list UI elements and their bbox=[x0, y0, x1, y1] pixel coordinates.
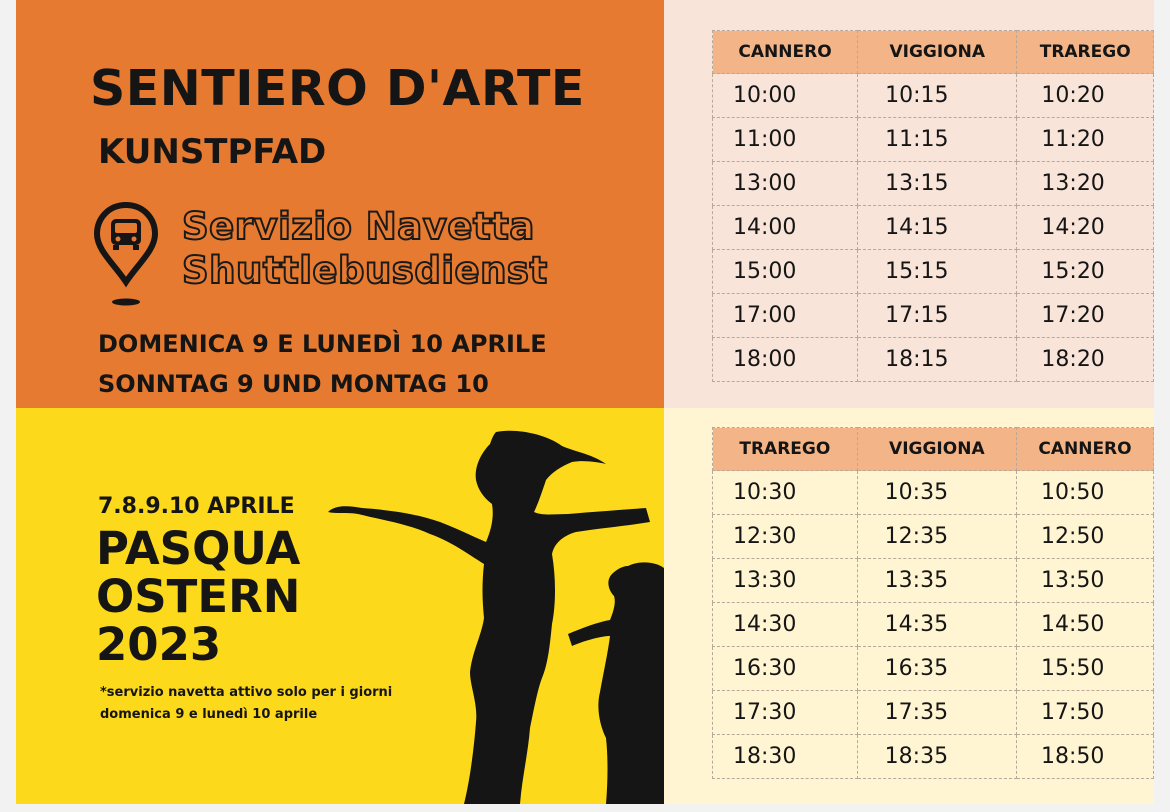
shuttle-line-it: Servizio Navetta bbox=[182, 205, 535, 248]
time-cell: 14:15 bbox=[858, 206, 1017, 250]
time-cell: 13:35 bbox=[857, 559, 1016, 603]
table-row bbox=[713, 559, 1154, 603]
time-cell: 16:35 bbox=[857, 647, 1016, 691]
dates-italian: DOMENICA 9 E LUNEDÌ 10 APRILE bbox=[98, 330, 547, 358]
time-cell: 14:30 bbox=[713, 603, 858, 647]
poster-title: SENTIERO D'ARTE bbox=[90, 60, 585, 117]
shuttle-note bbox=[100, 682, 392, 726]
table-row bbox=[713, 162, 1154, 206]
time-cell: 15:00 bbox=[713, 250, 858, 294]
time-cell: 12:35 bbox=[857, 515, 1016, 559]
time-cell: 17:35 bbox=[857, 691, 1016, 735]
timetable-header-row bbox=[713, 31, 1154, 74]
time-cell: 17:50 bbox=[1016, 691, 1153, 735]
time-cell: 18:00 bbox=[713, 338, 858, 382]
table-row bbox=[713, 735, 1154, 779]
time-cell: 13:15 bbox=[858, 162, 1017, 206]
time-cell: 13:00 bbox=[713, 162, 858, 206]
poster-subtitle: KUNSTPFAD bbox=[98, 132, 327, 172]
time-cell: 15:50 bbox=[1016, 647, 1153, 691]
column-header: TRAREGO bbox=[1017, 31, 1154, 74]
easter-german: OSTERN bbox=[96, 570, 301, 623]
bus-location-pin-icon bbox=[94, 202, 158, 306]
time-cell: 17:20 bbox=[1017, 294, 1154, 338]
time-cell: 10:20 bbox=[1017, 74, 1154, 118]
time-cell: 18:30 bbox=[713, 735, 858, 779]
timetable-header-row bbox=[713, 428, 1154, 471]
shuttle-line-de: Shuttlebusdienst bbox=[182, 249, 548, 292]
table-row bbox=[713, 603, 1154, 647]
table-row bbox=[713, 294, 1154, 338]
table-row bbox=[713, 471, 1154, 515]
time-cell: 14:50 bbox=[1016, 603, 1153, 647]
time-cell: 18:50 bbox=[1016, 735, 1153, 779]
time-cell: 18:35 bbox=[857, 735, 1016, 779]
time-cell: 10:15 bbox=[858, 74, 1017, 118]
time-cell: 10:50 bbox=[1016, 471, 1153, 515]
table-row bbox=[713, 338, 1154, 382]
shuttle-note-line2: domenica 9 e lunedì 10 aprile bbox=[100, 707, 318, 722]
return-timetable bbox=[712, 427, 1154, 779]
orange-panel bbox=[16, 0, 664, 408]
women-silhouette-image bbox=[306, 408, 664, 804]
time-cell: 18:15 bbox=[858, 338, 1017, 382]
poster bbox=[16, 0, 1154, 804]
table-row bbox=[713, 206, 1154, 250]
time-cell: 10:35 bbox=[857, 471, 1016, 515]
event-dates: 7.8.9.10 APRILE bbox=[98, 494, 295, 519]
time-cell: 10:30 bbox=[713, 471, 858, 515]
time-cell: 14:20 bbox=[1017, 206, 1154, 250]
shuttle-note-line1: *servizio navetta attivo solo per i giorni bbox=[100, 685, 393, 700]
table-row bbox=[713, 691, 1154, 735]
outbound-timetable bbox=[712, 30, 1154, 382]
time-cell: 12:30 bbox=[713, 515, 858, 559]
time-cell: 13:20 bbox=[1017, 162, 1154, 206]
time-cell: 15:20 bbox=[1017, 250, 1154, 294]
time-cell: 13:30 bbox=[713, 559, 858, 603]
column-header: CANNERO bbox=[1016, 428, 1153, 471]
time-cell: 15:15 bbox=[858, 250, 1017, 294]
time-cell: 16:30 bbox=[713, 647, 858, 691]
time-cell: 17:30 bbox=[713, 691, 858, 735]
time-cell: 11:15 bbox=[858, 118, 1017, 162]
table-row bbox=[713, 515, 1154, 559]
table-row bbox=[713, 118, 1154, 162]
time-cell: 14:00 bbox=[713, 206, 858, 250]
easter-italian: PASQUA bbox=[96, 522, 301, 575]
table-row bbox=[713, 250, 1154, 294]
time-cell: 11:20 bbox=[1017, 118, 1154, 162]
column-header: VIGGIONA bbox=[857, 428, 1016, 471]
table-row bbox=[713, 74, 1154, 118]
column-header: TRAREGO bbox=[713, 428, 858, 471]
shuttle-service-heading bbox=[182, 205, 548, 293]
time-cell: 17:00 bbox=[713, 294, 858, 338]
event-year: 2023 bbox=[96, 618, 222, 671]
table-row bbox=[713, 647, 1154, 691]
column-header: CANNERO bbox=[713, 31, 858, 74]
yellow-panel bbox=[16, 408, 664, 804]
time-cell: 12:50 bbox=[1016, 515, 1153, 559]
time-cell: 18:20 bbox=[1017, 338, 1154, 382]
time-cell: 17:15 bbox=[858, 294, 1017, 338]
time-cell: 13:50 bbox=[1016, 559, 1153, 603]
time-cell: 10:00 bbox=[713, 74, 858, 118]
time-cell: 14:35 bbox=[857, 603, 1016, 647]
column-header: VIGGIONA bbox=[858, 31, 1017, 74]
dates-german: SONNTAG 9 UND MONTAG 10 bbox=[98, 370, 489, 398]
time-cell: 11:00 bbox=[713, 118, 858, 162]
